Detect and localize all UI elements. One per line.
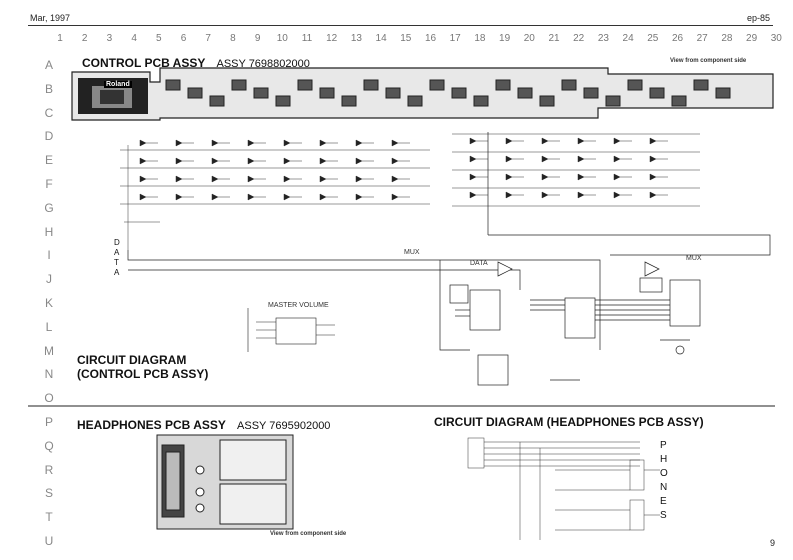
pcb-component (210, 96, 224, 106)
circuit-diagram-title: CIRCUIT DIAGRAM (77, 353, 187, 367)
phones-vertical-letter: P (660, 440, 667, 451)
switch-diode (356, 140, 362, 146)
switch-diode (356, 158, 362, 164)
column-number: 1 (57, 33, 63, 44)
switch-diode (614, 174, 620, 180)
switch-diode (284, 158, 290, 164)
switch-diode (614, 192, 620, 198)
switch-diode (542, 138, 548, 144)
pcb-component (452, 88, 466, 98)
switch-diode (614, 138, 620, 144)
control-pcb-title (82, 56, 310, 70)
control-pcb-assy: ASSY 7698802000 (216, 58, 310, 70)
switch-diode (542, 156, 548, 162)
row-letter: N (44, 367, 54, 382)
pcb-component (650, 88, 664, 98)
column-number: 14 (375, 33, 387, 44)
switch-diode (140, 194, 146, 200)
switch-diode (614, 156, 620, 162)
headphones-pcb-title-text: HEADPHONES PCB ASSY (77, 418, 226, 432)
mux-label-2: MUX (686, 255, 702, 262)
pcb-component (540, 96, 554, 106)
headphones-pcb-assy: ASSY 7695902000 (237, 420, 331, 432)
column-number: 27 (696, 33, 708, 44)
switch-diode (320, 176, 326, 182)
header-code: ep-85 (747, 13, 771, 23)
row-letter: T (45, 510, 53, 525)
column-number: 29 (746, 33, 758, 44)
row-letter: G (44, 200, 54, 215)
switch-diode (284, 140, 290, 146)
row-letter: M (44, 343, 54, 358)
column-number: 9 (254, 33, 261, 44)
column-number: 21 (548, 33, 560, 44)
phones-vertical-letter: S (660, 510, 667, 521)
mux-label: MUX (404, 249, 420, 256)
pcb-component (562, 80, 576, 90)
switch-diode (356, 194, 362, 200)
switch-diode (578, 156, 584, 162)
circuit-diagram-subtitle: (CONTROL PCB ASSY) (77, 367, 209, 381)
switch-diode (650, 156, 656, 162)
column-number: 19 (499, 33, 511, 44)
pcb-component (232, 80, 246, 90)
data-vertical-letter: A (114, 248, 120, 257)
row-letter: Q (44, 438, 54, 453)
switch-diode (140, 176, 146, 182)
headphones-pcb-board (157, 435, 293, 529)
column-number: 6 (180, 33, 187, 44)
switch-diode (176, 140, 182, 146)
ic-components (450, 262, 700, 385)
switch-diode (176, 158, 182, 164)
column-number: 11 (301, 33, 313, 44)
switch-diode (320, 158, 326, 164)
pcb-component (166, 80, 180, 90)
switch-diode (578, 138, 584, 144)
row-letter: S (44, 486, 53, 501)
pcb-component (342, 96, 356, 106)
switch-diode (650, 174, 656, 180)
pcb-component (584, 88, 598, 98)
switch-diode (542, 174, 548, 180)
switch-diode (176, 176, 182, 182)
column-number: 8 (230, 33, 236, 44)
column-number: 13 (350, 33, 362, 44)
switch-diode (470, 174, 476, 180)
row-letter: K (44, 296, 53, 310)
switch-diode (578, 174, 584, 180)
row-letter: E (44, 153, 53, 168)
header-date: Mar, 1997 (30, 13, 71, 23)
row-letter: A (44, 58, 53, 72)
column-number: 12 (326, 33, 338, 44)
switch-diode (212, 194, 218, 200)
switch-diode (248, 176, 254, 182)
row-letter: U (44, 534, 54, 548)
phones-vertical-letter: E (660, 496, 667, 507)
switch-diode (542, 192, 548, 198)
switch-diode (356, 176, 362, 182)
switch-diode (248, 194, 254, 200)
switch-diode (248, 140, 254, 146)
row-letter: L (45, 319, 53, 334)
row-letter: B (44, 81, 53, 96)
column-number: 17 (449, 33, 461, 44)
column-number: 25 (647, 33, 659, 44)
pcb-component (694, 80, 708, 90)
control-pcb-title-text: CONTROL PCB ASSY (82, 56, 206, 70)
column-number: 30 (770, 33, 782, 44)
pcb-component (716, 88, 730, 98)
row-letter: H (44, 224, 54, 239)
switch-diode (212, 158, 218, 164)
pcb-component (254, 88, 268, 98)
pcb-component (408, 96, 422, 106)
switch-diode (320, 194, 326, 200)
column-number: 28 (721, 33, 733, 44)
pcb-component (628, 80, 642, 90)
column-number: 4 (131, 33, 137, 44)
column-number: 16 (424, 33, 437, 44)
headphones-pcb-title (77, 418, 330, 432)
switch-matrix-right (452, 134, 700, 206)
switch-diode (506, 192, 512, 198)
switch-diode (284, 194, 290, 200)
phones-vertical-letter: O (660, 468, 668, 479)
phones-vertical-letter: N (660, 482, 668, 493)
row-letter: R (44, 462, 54, 477)
switch-diode (392, 176, 398, 182)
pcb-component (672, 96, 686, 106)
headphones-view-note: View from component side (270, 531, 347, 537)
control-pcb-board (72, 68, 773, 120)
column-number: 10 (276, 33, 288, 44)
master-volume-circuit (248, 308, 335, 352)
column-number: 2 (81, 33, 88, 44)
switch-diode (392, 158, 398, 164)
pcb-component (474, 96, 488, 106)
pcb-component (188, 88, 202, 98)
switch-diode (470, 192, 476, 198)
switch-diode (212, 140, 218, 146)
switch-diode (470, 138, 476, 144)
pcb-component (430, 80, 444, 90)
column-number: 22 (573, 33, 585, 44)
pcb-component (496, 80, 510, 90)
switch-diode (176, 194, 182, 200)
pcb-component (320, 88, 334, 98)
switch-diode (248, 158, 254, 164)
column-number: 26 (671, 33, 684, 44)
data-vertical-letter: T (114, 258, 119, 267)
column-number: 15 (400, 33, 412, 44)
control-pcb-view-note: View from component side (670, 58, 747, 64)
column-number: 24 (622, 33, 634, 44)
column-number: 5 (156, 33, 162, 44)
row-letter: P (44, 415, 53, 429)
headphones-circuit (468, 438, 660, 540)
pcb-component (606, 96, 620, 106)
switch-matrix-left (120, 140, 430, 250)
switch-diode (650, 192, 656, 198)
data-vertical-letter: A (114, 268, 120, 277)
master-volume-label: MASTER VOLUME (268, 302, 329, 309)
pcb-component (364, 80, 378, 90)
row-letter: D (44, 129, 54, 144)
row-letter: F (45, 177, 53, 191)
switch-diode (506, 174, 512, 180)
switch-diode (284, 176, 290, 182)
column-number: 20 (523, 33, 535, 44)
switch-diode (392, 194, 398, 200)
data-label: DATA (470, 260, 488, 267)
column-number: 18 (474, 33, 486, 44)
switch-diode (506, 156, 512, 162)
switch-diode (140, 140, 146, 146)
headphones-circuit-title: CIRCUIT DIAGRAM (HEADPHONES PCB ASSY) (434, 415, 704, 429)
pcb-component (518, 88, 532, 98)
data-vertical-letter: D (114, 238, 120, 247)
row-letter: I (47, 248, 51, 263)
switch-diode (320, 140, 326, 146)
column-number: 7 (205, 33, 211, 44)
phones-vertical-letter: H (660, 454, 668, 465)
column-number: 23 (597, 33, 609, 44)
switch-diode (578, 192, 584, 198)
page-number: 9 (770, 538, 776, 548)
switch-diode (140, 158, 146, 164)
switch-diode (470, 156, 476, 162)
pcb-component (276, 96, 290, 106)
row-letter: O (44, 391, 54, 406)
pcb-component (386, 88, 400, 98)
pcb-component (298, 80, 312, 90)
column-number: 3 (106, 33, 113, 44)
switch-diode (650, 138, 656, 144)
row-letter: J (46, 272, 52, 287)
switch-diode (392, 140, 398, 146)
switch-diode (506, 138, 512, 144)
roland-logo: Roland (106, 81, 130, 88)
row-letter: C (44, 105, 54, 120)
switch-diode (212, 176, 218, 182)
